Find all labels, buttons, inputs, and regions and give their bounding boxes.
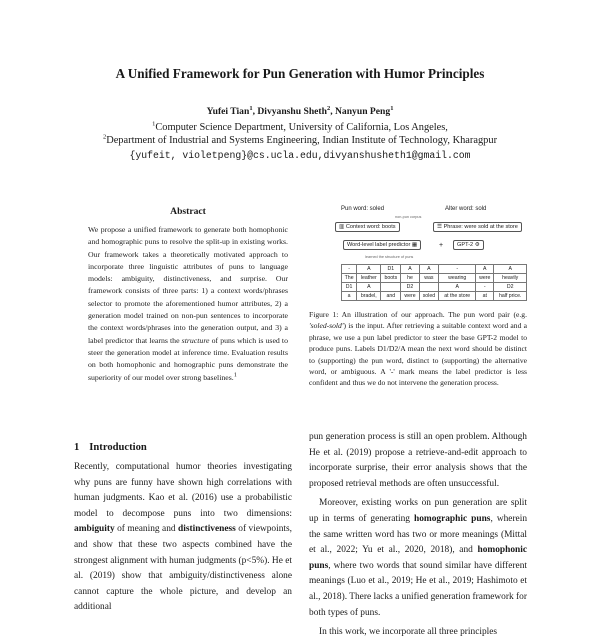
paragraph: pun generation process is still an open problem. Although He et al. (2019) propose a retrieve-and-edit approach to incorporate surprise, their error analysis shows that the proposed retrieval methods are often unsuccessful. xyxy=(309,432,527,489)
label-cell: D2 xyxy=(401,283,419,292)
author-name: Nanyun Peng xyxy=(335,106,391,117)
context-word-box: ▥ Context word: boots xyxy=(335,222,400,232)
word-cell: heavily xyxy=(494,274,527,283)
paragraph: In this work, we incorporate all three principles xyxy=(319,627,498,638)
label-cell xyxy=(419,283,439,292)
affiliation-mark: 1 xyxy=(152,120,156,128)
author-name: Divyanshu Sheth xyxy=(257,106,327,117)
author-list: Yufei Tian$^1$, Divyanshu Sheth$^2$, Nanyun Peng$^1$ xyxy=(206,104,394,117)
footnote-mark: 1 xyxy=(233,370,237,378)
paper-title: A Unified Framework for Pun Generation with Humor Principles xyxy=(115,66,485,81)
database-icon: ☰ xyxy=(437,224,443,230)
section-title: Introduction xyxy=(89,442,147,453)
affiliation: $^1$Computer Science Department, University of California, Los Angeles, xyxy=(152,120,448,133)
label-cell: - xyxy=(439,265,476,274)
pun-word-label: Pun word: soled xyxy=(341,206,385,212)
word-cell: at xyxy=(476,292,494,301)
label-table xyxy=(341,264,527,301)
label-cell: - xyxy=(476,283,494,292)
label-cell: A xyxy=(476,265,494,274)
label-cell: D1 xyxy=(381,265,401,274)
label-cell: A xyxy=(357,283,381,292)
label-cell: A xyxy=(419,265,439,274)
phrase-box: ☰ Phrase: were sold at the store xyxy=(433,222,522,232)
alter-word-label: Alter word: sold xyxy=(445,206,487,212)
word-cell: were xyxy=(401,292,419,301)
paragraph: Moreover, existing works on pun generation are split up in terms of generating homographic puns, wherein the same written word has two or more meanings (Mittal et al., 2022; Yu et al., 2020, 2018), and homophonic puns, where two words that sound similar have different meanings (Luo et al., 2019; He et al., 2019; Hashimoto et al., 2018). There lacks a unified generation framework for both types of puns. xyxy=(309,498,528,618)
affiliation: $^2$Department of Industrial and Systems Engineering, Indian Institute of Technology, Kharagpur xyxy=(102,133,498,146)
label-cell: D1 xyxy=(342,283,357,292)
structure-note: learned the structure of puns xyxy=(365,255,414,259)
caption-label: Figure 1: xyxy=(309,310,339,319)
section-number: 1 xyxy=(74,442,80,453)
author-name: Yufei Tian xyxy=(206,106,250,117)
word-cell: half price. xyxy=(494,292,527,301)
section-heading-introduction xyxy=(74,442,157,453)
abstract-heading: Abstract xyxy=(170,206,206,217)
label-cell: D2 xyxy=(494,283,527,292)
word-cell: and xyxy=(381,292,401,301)
word-cell: boots xyxy=(381,274,401,283)
abstract-body: We propose a unified framework to generate both homophonic and homographic puns to resolve the split-up in existing works. Our framework takes a theoretically motivated approach to incorporate three linguistic attributes of puns to language models: ambiguity, distinctiveness, and surprise. Our framework consists of three parts: 1) a context words/phrases selector to promote the aforementioned humor attributes, 2) a generation model trained on non-pun sentences to incorporate the context words/phrases into the generation output, and 3) a label predictor that learns the structure of puns which is used to steer the generation model at inference time. Evaluation results on both homophonic and homographic puns demonstrate the superiority of our model over strong baselines.$^1$ xyxy=(88,225,288,382)
corpus-note: non-pun corpus xyxy=(395,215,422,219)
label-cell: A xyxy=(357,265,381,274)
author-mark: 2 xyxy=(326,104,331,112)
intro-paragraph: Recently, computational humor theories investigating why puns are funny have shown high correlations with human judgments. Kao et al. (2016) use a probabilistic model to decompose puns into two dimensions: ambiguity of meaning and distinctiveness of viewpoints, and show that these two aspects combined have the strongest alignment with human judgments (p<5%). He et al. (2019) show that ambiguity/distinctiveness alone cannot capture the whole picture, and develop an additional xyxy=(74,462,293,613)
plus-icon: + xyxy=(439,242,444,249)
right-column-body xyxy=(309,430,527,641)
label-cell xyxy=(381,283,401,292)
word-cell: The xyxy=(342,274,357,283)
word-cell: at the store xyxy=(439,292,476,301)
author-mark: 1 xyxy=(249,104,253,112)
author-mark: 1 xyxy=(390,104,394,112)
word-cell: was xyxy=(419,274,439,283)
word-cell: soled xyxy=(419,292,439,301)
abstract-emphasis: structure xyxy=(181,335,210,345)
label-predictor-box: Word-level label predictor ▦ xyxy=(343,240,421,250)
building-icon: ▥ xyxy=(339,224,345,230)
label-cell: A xyxy=(494,265,527,274)
word-cell: wearing xyxy=(439,274,476,283)
label-cell: A xyxy=(401,265,419,274)
label-cell: A xyxy=(439,283,476,292)
figure-1 xyxy=(335,200,527,300)
model-icon: ⚙ xyxy=(474,242,480,248)
word-cell: bradel, xyxy=(357,292,381,301)
predictor-icon: ▦ xyxy=(411,242,418,248)
figure-caption: Figure 1: An illustration of our approach. The pun word pair (e.g. 'soled-sold') is the input. After retrieving a suitable context word and a phrase, we use a pun label predictor to steer the base GPT-2 model to produce puns. Labels D1/D2/A mean the next word should be distinct to (supporting) the pun word, distinct to (supporting) the alternative word, or ambiguous. A '-' mark means the label predictor is less confident and thus we do not intervene the generation process. xyxy=(309,310,527,388)
word-cell: he xyxy=(401,274,419,283)
word-cell: a xyxy=(342,292,357,301)
word-cell: leather xyxy=(357,274,381,283)
gpt2-box: GPT-2 ⚙ xyxy=(453,240,484,250)
word-cell: were xyxy=(476,274,494,283)
label-cell: - xyxy=(342,265,357,274)
affiliation-mark: 2 xyxy=(102,133,107,141)
author-email: {yufeit, violetpeng}@cs.ucla.edu,divyanshusheth1@gmail.com xyxy=(129,150,471,161)
